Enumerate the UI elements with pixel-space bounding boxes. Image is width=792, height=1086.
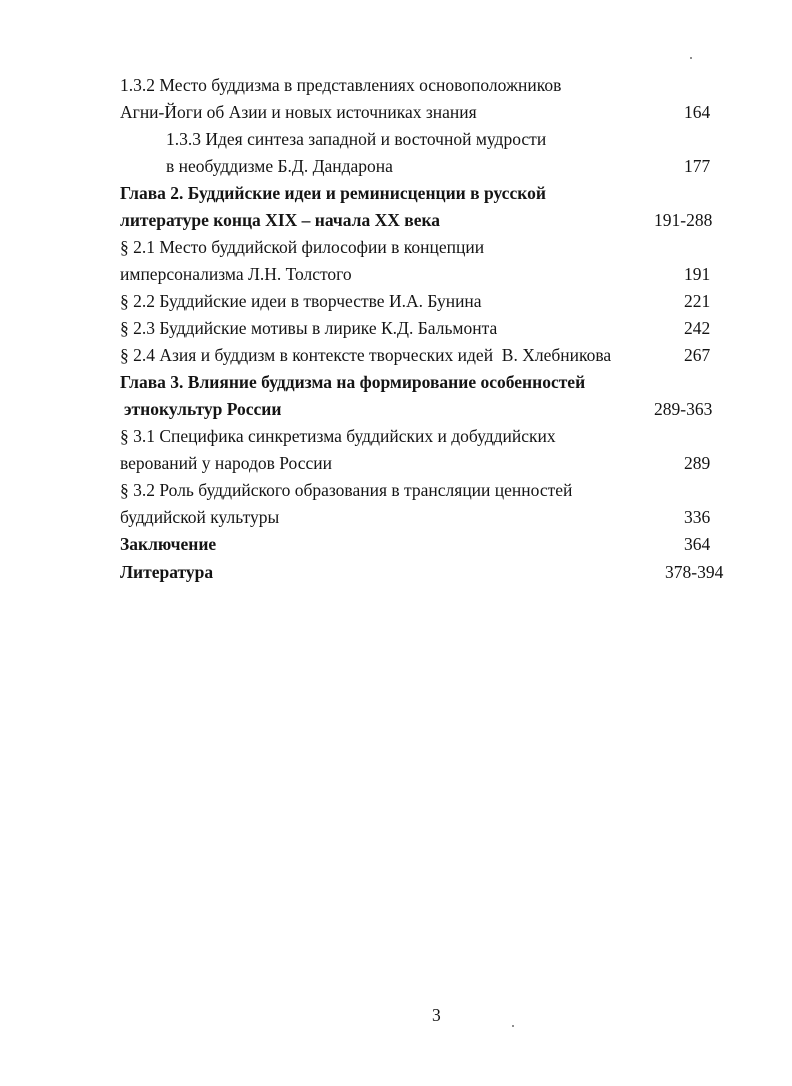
toc-entry-page: 191 [684, 264, 711, 284]
toc-entry-title: в необуддизме Б.Д. Дандарона [166, 156, 393, 176]
toc-entry-page: 221 [684, 291, 711, 311]
toc-entry-page: 289-363 [654, 399, 713, 419]
toc-entry-title: Литература [120, 562, 214, 582]
toc-entry-title: Глава 2. Буддийские идеи и реминисценции в русской [120, 183, 546, 203]
toc-entry-title: 1.3.2 Место буддизма в представлениях основоположников [120, 75, 562, 95]
toc-entry-title: верований у народов России [120, 453, 332, 473]
toc-entry-title: Заключение [120, 534, 217, 554]
toc-entry-title: § 3.2 Роль буддийского образования в трансляции ценностей [120, 480, 573, 500]
toc-entry-title: § 2.1 Место буддийской философии в концепции [120, 237, 485, 257]
toc-entry-title: Глава 3. Влияние буддизма на формирование особенностей [120, 372, 586, 392]
toc-entry-page: 336 [684, 507, 711, 527]
toc-entry-page: 364 [684, 534, 711, 554]
toc-entry-page: 267 [684, 345, 711, 365]
toc-entry-title: § 3.1 Специфика синкретизма буддийских и добуддийских [120, 426, 556, 446]
toc-entry-page: 289 [684, 453, 711, 473]
scan-speck [512, 1025, 514, 1027]
toc-entry-page: 191-288 [654, 210, 713, 230]
toc-entry-title: § 2.4 Азия и буддизм в контексте творческих идей В. Хлебникова [120, 345, 612, 365]
toc-entry-title: литературе конца XIX – начала XX века [120, 210, 441, 230]
toc-entry-title: Агни-Йоги об Азии и новых источниках знания [120, 102, 477, 122]
page-number: 3 [432, 1005, 441, 1025]
toc-entry-title: имперсонализма Л.Н. Толстого [120, 264, 352, 284]
toc-entry-page: 164 [684, 102, 711, 122]
toc-entry-page: 177 [684, 156, 711, 176]
scan-speck [690, 57, 692, 59]
toc-entry-title: этнокультур России [124, 399, 282, 419]
toc-entry-title: буддийской культуры [120, 507, 280, 527]
toc-entry-page: 242 [684, 318, 711, 338]
toc-entry-title: 1.3.3 Идея синтеза западной и восточной мудрости [166, 129, 547, 149]
toc-entry-title: § 2.3 Буддийские мотивы в лирике К.Д. Бальмонта [120, 318, 498, 338]
toc-entry-title: § 2.2 Буддийские идеи в творчестве И.А. Бунина [120, 291, 482, 311]
toc-entry-page: 378-394 [665, 562, 724, 582]
